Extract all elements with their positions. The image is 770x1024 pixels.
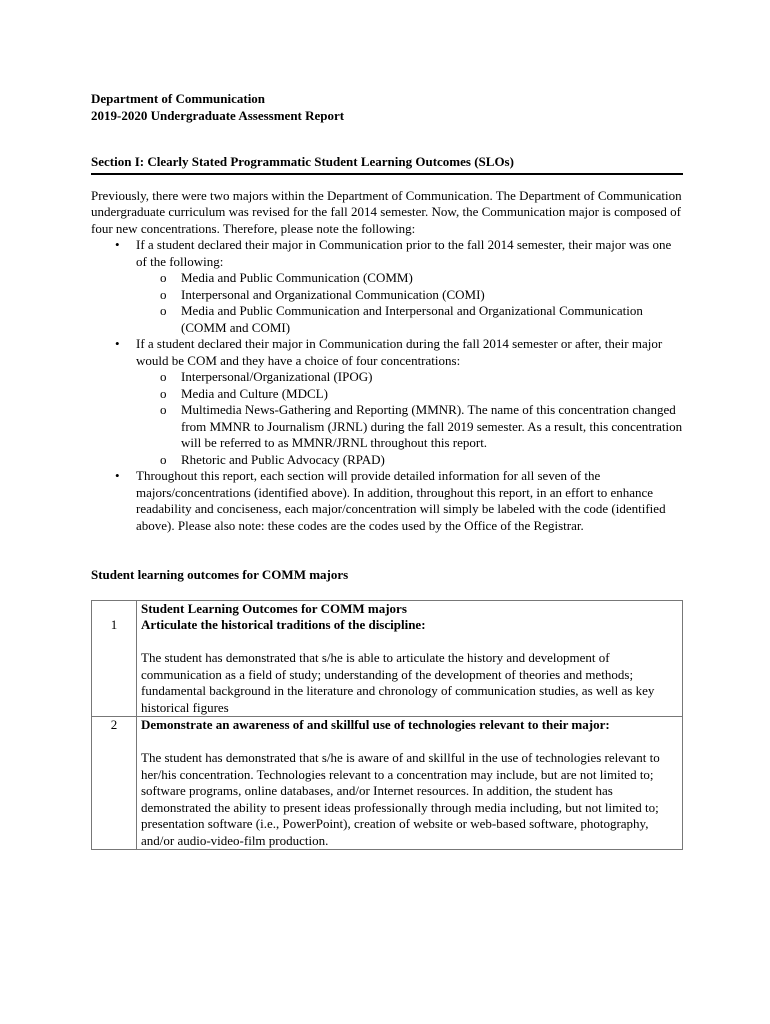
outcome-description: The student has demonstrated that s/he is aware of and skillful in the use of technologies relevant to her/his concentration. Technologies relevant to a concentration may include, but are not limited to; software programs, online databases, and/or Internet resources. In addition, the student has demonstrated the ability to present ideas professionally through media including, but not limited to; presentation software (i.e., PowerPoint), creation of website or web-based software, photography, and/or audio-video-film production. — [141, 750, 660, 848]
table-row — [92, 717, 683, 850]
list-item — [91, 468, 683, 534]
list-item — [91, 237, 683, 336]
sub-bullet-icon: o — [160, 303, 167, 318]
sub-list-item — [136, 303, 683, 336]
sub-item-text: Media and Public Communication (COMM) — [181, 270, 413, 285]
slo-subheading: Student learning outcomes for COMM majors — [91, 567, 349, 582]
sub-item-text: Interpersonal and Organizational Communication (COMI) — [181, 286, 485, 302]
document-page — [91, 91, 683, 850]
outcome-title: Articulate the historical traditions of the discipline: — [141, 617, 426, 632]
report-title: 2019-2020 Undergraduate Assessment Report — [91, 107, 345, 123]
sub-list-item — [136, 386, 683, 403]
sub-item-text: Rhetoric and Public Advocacy (RPAD) — [181, 451, 385, 467]
bullet-text: Throughout this report, each section will provide detailed information for all seven of the majors/concentrations (identified above). In addition, throughout this report, in an effort to enhance readability and conciseness, each major/concentration will simply be labeled with the code (identified above). Please also note: these codes are the codes used by the Office of the Registrar. — [136, 468, 666, 533]
sub-list — [136, 369, 683, 468]
sub-item-text: Media and Public Communication and Interpersonal and Organizational Communication (COMM and COMI) — [181, 303, 643, 335]
table-cell — [92, 717, 137, 850]
sub-list-item — [136, 270, 683, 287]
sub-bullet-icon: o — [160, 369, 167, 384]
bullet-icon: • — [115, 468, 120, 483]
sub-list — [136, 270, 683, 336]
list-item — [91, 336, 683, 468]
table-header: Student Learning Outcomes for COMM majors — [141, 600, 407, 616]
sub-list-item — [136, 402, 683, 452]
bullet-text: If a student declared their major in Communication during the fall 2014 semester or after, their major would be COM and they have a choice of four concentrations: — [136, 336, 663, 368]
section-heading: Section I: Clearly Stated Programmatic Student Learning Outcomes (SLOs) — [91, 154, 683, 175]
bullet-text: If a student declared their major in Communication prior to the fall 2014 semester, their major was one of the following: — [136, 237, 672, 269]
bullet-list — [91, 237, 683, 534]
bullet-icon: • — [115, 237, 120, 252]
sub-bullet-icon: o — [160, 270, 167, 285]
outcome-description: The student has demonstrated that s/he is able to articulate the history and development of communication as a field of study; understanding of the development of theories and methods; fundamental background in the literature and chronology of communication studies, as well as key historical figures — [141, 650, 655, 715]
sub-bullet-icon: o — [160, 451, 167, 467]
sub-bullet-icon: o — [160, 402, 167, 417]
sub-item-text: Media and Culture (MDCL) — [181, 385, 328, 401]
slo-table — [91, 600, 683, 851]
intro-paragraph: Previously, there were two majors within the Department of Communication. The Department of Communication undergraduate curriculum was revised for the fall 2014 semester. Now, the Communication major is composed of four new concentrations. Therefore, please note the following: — [91, 187, 682, 236]
table-cell — [137, 600, 683, 717]
sub-bullet-icon: o — [160, 286, 167, 302]
table-row — [92, 600, 683, 717]
sub-list-item — [136, 452, 683, 469]
outcome-number: 1 — [110, 617, 118, 632]
department-title: Department of Communication — [91, 91, 266, 106]
sub-item-text: Multimedia News-Gathering and Reporting (MMNR). The name of this concentration changed from MMNR to Journalism (JRNL) during the fall 2019 semester. As a result, this concentration will be referred to as MMNR/JRNL throughout this report. — [181, 402, 683, 450]
table-cell — [137, 717, 683, 850]
sub-bullet-icon: o — [160, 385, 167, 401]
sub-item-text: Interpersonal/Organizational (IPOG) — [181, 369, 373, 384]
sub-list-item — [136, 287, 683, 304]
outcome-number: 2 — [110, 717, 118, 732]
table-cell — [92, 600, 137, 717]
sub-list-item — [136, 369, 683, 386]
bullet-icon: • — [115, 336, 120, 351]
outcome-title: Demonstrate an awareness of and skillful use of technologies relevant to their major: — [141, 717, 610, 732]
